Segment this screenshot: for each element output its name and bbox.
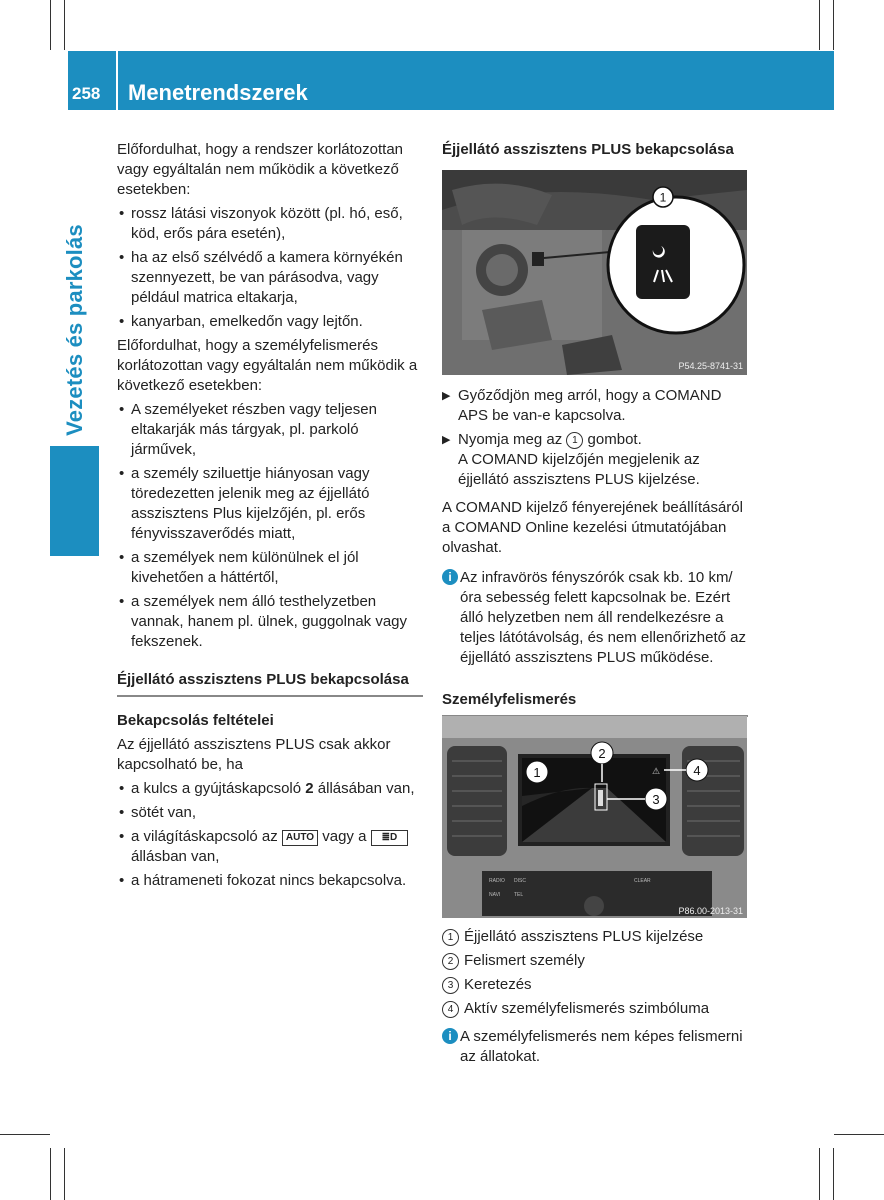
text: Nyomja meg az — [458, 431, 567, 448]
callout-ref: 2 — [442, 953, 459, 970]
photo-code: P54.25-8741-31 — [678, 361, 743, 371]
crop-mark — [64, 0, 65, 50]
callout-number: 4 — [693, 763, 701, 778]
list-item: • kanyarban, emelkedőn vagy lejtőn. — [117, 312, 423, 332]
crop-mark — [819, 0, 820, 50]
crop-mark — [50, 1148, 51, 1200]
callout-ref: 4 — [442, 1001, 459, 1018]
legend-text: Éjjellátó asszisztens PLUS kijelzése — [464, 928, 704, 945]
legend-text: Keretezés — [464, 976, 532, 993]
list-item: • ha az első szélvédő a kamera környékén szennyezett, be van párásodva, vagy például matrica eltakarja, — [117, 248, 423, 308]
step-result: A COMAND kijelzőjén megjelenik az éjjellátó asszisztens PLUS kijelzése. — [458, 451, 700, 488]
text: gombot. — [583, 431, 642, 448]
crop-mark — [833, 1148, 834, 1200]
info-text: A személyfelismerés nem képes felismerni az állatokat. — [460, 1028, 743, 1065]
header-separator — [116, 51, 118, 110]
list-item: • a személyek nem álló testhelyzetben vannak, hanem pl. ülnek, guggolnak vagy fekszenek. — [117, 592, 423, 652]
chapter-title: Menetrendszerek — [128, 80, 308, 105]
low-beam-symbol: ≣D — [371, 830, 409, 846]
callout-ref: 1 — [566, 432, 583, 449]
crop-mark — [50, 0, 51, 50]
text: vagy a — [318, 828, 371, 845]
callout-ref: 3 — [442, 977, 459, 994]
comand-display-illustration — [442, 716, 747, 918]
button-label: CLEAR — [634, 878, 651, 884]
button-label: NAVI — [489, 892, 501, 898]
callout-number: 3 — [652, 792, 660, 807]
list-item: • a személy sziluettje hiányosan vagy töredezetten jelenik meg az éjjellátó asszisztens Plus kijelzőjén, pl. erős fényvisszaverődés miatt, — [117, 464, 423, 544]
callout-number: 1 — [533, 765, 541, 780]
ignition-position: 2 — [305, 780, 314, 797]
photo-night-view-switch — [442, 170, 747, 375]
paragraph: Az éjjellátó asszisztens PLUS csak akkor kapcsolható be, ha — [117, 736, 391, 773]
text: a világításkapcsoló az — [131, 828, 282, 845]
subsection-heading: Bekapcsolás feltételei — [117, 712, 274, 729]
side-tab-block — [50, 446, 99, 556]
crop-mark — [834, 1134, 884, 1135]
photo-code: P86.00-2013-31 — [678, 906, 743, 916]
left-column — [117, 140, 423, 895]
person-limitations-list — [117, 400, 423, 652]
legend-text: Aktív személyfelismerés szimbóluma — [464, 1000, 710, 1017]
list-item: • rossz látási viszonyok között (pl. hó, eső, köd, erős pára esetén), — [117, 204, 423, 244]
legend-item — [442, 927, 748, 947]
section-heading: Személyfelismerés — [442, 690, 748, 717]
callout-number: 1 — [659, 190, 667, 205]
dashboard-illustration — [442, 170, 747, 375]
text: állásában van, — [313, 780, 415, 797]
callout-ref: 1 — [442, 929, 459, 946]
svg-text:⚠: ⚠ — [652, 766, 661, 776]
paragraph: A COMAND kijelző fényerejének beállításáról a COMAND Online kezelési útmutatójában olvashat. — [442, 499, 743, 556]
limitations-list — [117, 204, 423, 332]
legend-item — [442, 951, 748, 971]
conditions-list — [117, 779, 423, 891]
list-item: • sötét van, — [117, 803, 423, 823]
callout-number: 2 — [598, 746, 606, 761]
paragraph: Előfordulhat, hogy a rendszer korlátozottan vagy egyáltalán nem működik a következő esetekben: — [117, 141, 404, 198]
button-label: DISC — [514, 878, 526, 884]
page-number: 258 — [72, 84, 101, 103]
crop-mark — [819, 1148, 820, 1200]
step-item: ▶ Győződjön meg arról, hogy a COMAND APS be van-e kapcsolva. — [442, 386, 748, 426]
crop-mark — [0, 1134, 50, 1135]
side-tab-label: Vezetés és parkolás — [62, 220, 88, 440]
auto-light-symbol: AUTO — [282, 830, 318, 846]
text: állásban van, — [131, 848, 220, 865]
legend-text: Felismert személy — [464, 952, 585, 969]
list-item — [117, 827, 423, 867]
info-note — [442, 568, 748, 668]
info-text: Az infravörös fényszórók csak kb. 10 km/óra sebesség felett kapcsolnak be. Ezért álló helyzetben nem áll rendelkezésre a teljes látótávolság, és nem ellenőrizhető az éjjellátó asszisztens PLUS működése. — [460, 569, 746, 666]
list-item: • a hátrameneti fokozat nincs bekapcsolva. — [117, 871, 423, 891]
section-heading: Éjjellátó asszisztens PLUS bekapcsolása — [442, 141, 734, 158]
list-item: • A személyeket részben vagy teljesen eltakarják más tárgyak, pl. parkoló járművek, — [117, 400, 423, 460]
button-label: TEL — [514, 892, 524, 898]
info-icon: i — [442, 569, 458, 585]
legend-item — [442, 999, 748, 1019]
legend — [442, 927, 748, 1067]
legend-item — [442, 975, 748, 995]
paragraph: Előfordulhat, hogy a személyfelismerés korlátozottan vagy egyáltalán nem működik a következő esetekben: — [117, 337, 418, 394]
list-item — [117, 779, 423, 799]
button-label: RADIO — [489, 878, 505, 884]
info-note — [442, 1027, 748, 1067]
list-item: • a személyek nem különülnek el jól kivehetően a háttértől, — [117, 548, 423, 588]
crop-mark — [64, 1148, 65, 1200]
right-column — [442, 140, 748, 170]
step-item — [442, 430, 748, 490]
right-column-body — [442, 386, 748, 731]
photo-person-detection-display — [442, 716, 747, 918]
info-icon: i — [442, 1028, 458, 1044]
text: a kulcs a gyújtáskapcsoló — [131, 780, 306, 797]
crop-mark — [833, 0, 834, 50]
section-heading: Éjjellátó asszisztens PLUS bekapcsolása — [117, 670, 423, 697]
